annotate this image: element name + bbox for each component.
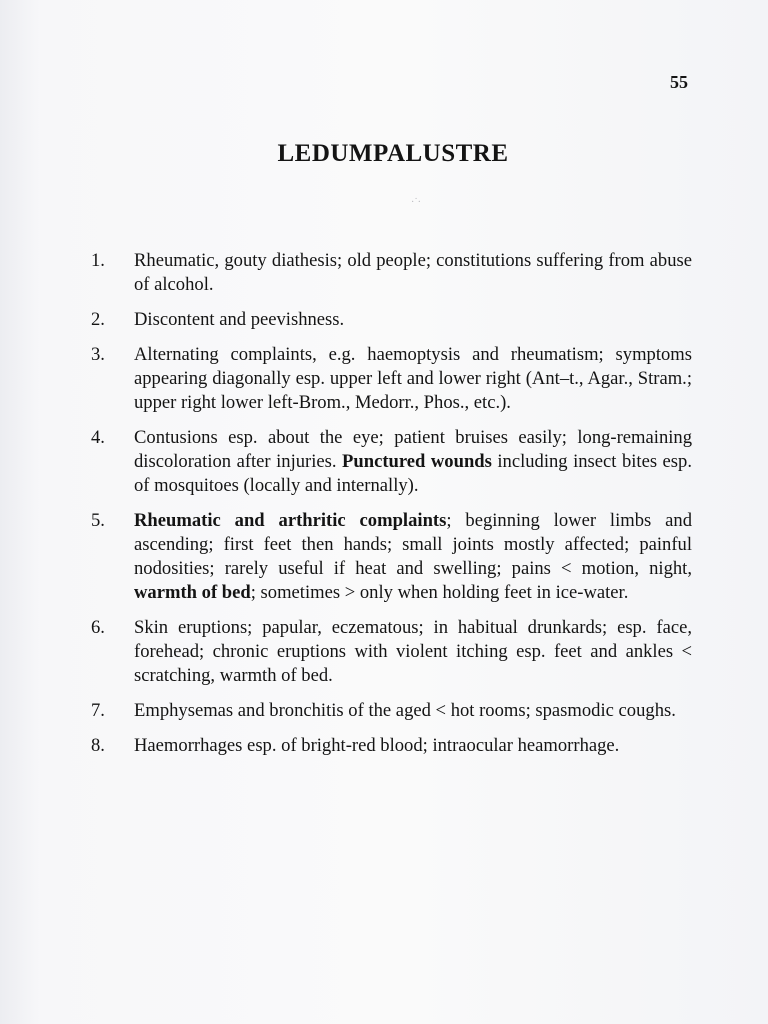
list-item-number: 2. xyxy=(91,309,105,330)
list-item-number: 1. xyxy=(91,250,105,271)
page-number: 55 xyxy=(670,72,688,92)
text-segment: Emphysemas and bronchitis of the aged < hot rooms; spasmodic coughs. xyxy=(134,700,676,721)
text-segment: ; sometimes > only when holding feet in ice-water. xyxy=(250,582,629,603)
list-item xyxy=(88,249,692,297)
list-item xyxy=(88,426,692,498)
list-item-text xyxy=(134,734,692,758)
list-item-text xyxy=(134,249,692,297)
bold-text-segment: Rheumatic and arthritic complaints xyxy=(134,510,447,531)
list-item xyxy=(88,308,692,332)
list-item-text xyxy=(134,343,692,415)
list-item-number: 5. xyxy=(91,510,105,531)
list-item-number: 8. xyxy=(91,735,105,756)
list-item-number: 3. xyxy=(91,344,105,365)
text-segment: including insect bites esp. of mosquitoes (locally and internally). xyxy=(134,451,692,496)
symptom-list xyxy=(88,249,692,769)
text-segment: Rheumatic, gouty diathesis; old people; constitutions suffering from abuse of alcohol. xyxy=(134,250,692,295)
bold-text-segment: Punctured wounds xyxy=(342,451,492,472)
list-item xyxy=(88,699,692,723)
list-item-number: 7. xyxy=(91,700,105,721)
list-item-text xyxy=(134,616,692,688)
list-item xyxy=(88,616,692,688)
text-segment: Discontent and peevishness. xyxy=(134,309,345,330)
list-item-text xyxy=(134,308,692,332)
print-speck-decoration: ·˙· xyxy=(411,197,421,208)
list-item xyxy=(88,734,692,758)
list-item-number: 4. xyxy=(91,427,105,448)
list-item-text xyxy=(134,509,692,605)
list-item-text xyxy=(134,699,692,723)
list-item-text xyxy=(134,426,692,498)
bold-text-segment: warmth of bed xyxy=(134,582,251,603)
text-segment: Alternating complaints, e.g. haemoptysis and rheumatism; symptoms appearing diagonally esp. upper left and lower right (Ant–t., Agar., Stram.; upper right lower left-Brom., Medorr., Phos., etc.). xyxy=(134,344,692,413)
page-title: LEDUMPALUSTRE xyxy=(277,140,509,167)
text-segment: Haemorrhages esp. of bright-red blood; intraocular heamorrhage. xyxy=(134,735,620,756)
text-segment: ; beginning lower limbs and ascending; first feet then hands; small joints mostly affected; painful nodosities; rarely useful if heat and swelling; pains < motion, night, xyxy=(134,510,692,579)
text-segment: Contusions esp. about the eye; patient bruises easily; long-remaining discoloration after injuries. xyxy=(134,427,692,472)
list-item xyxy=(88,343,692,415)
list-item-number: 6. xyxy=(91,617,105,638)
list-item xyxy=(88,509,692,605)
text-segment: Skin eruptions; papular, eczematous; in habitual drunkards; esp. face, forehead; chronic eruptions with violent itching esp. feet and ankles < scratching, warmth of bed. xyxy=(134,617,692,686)
